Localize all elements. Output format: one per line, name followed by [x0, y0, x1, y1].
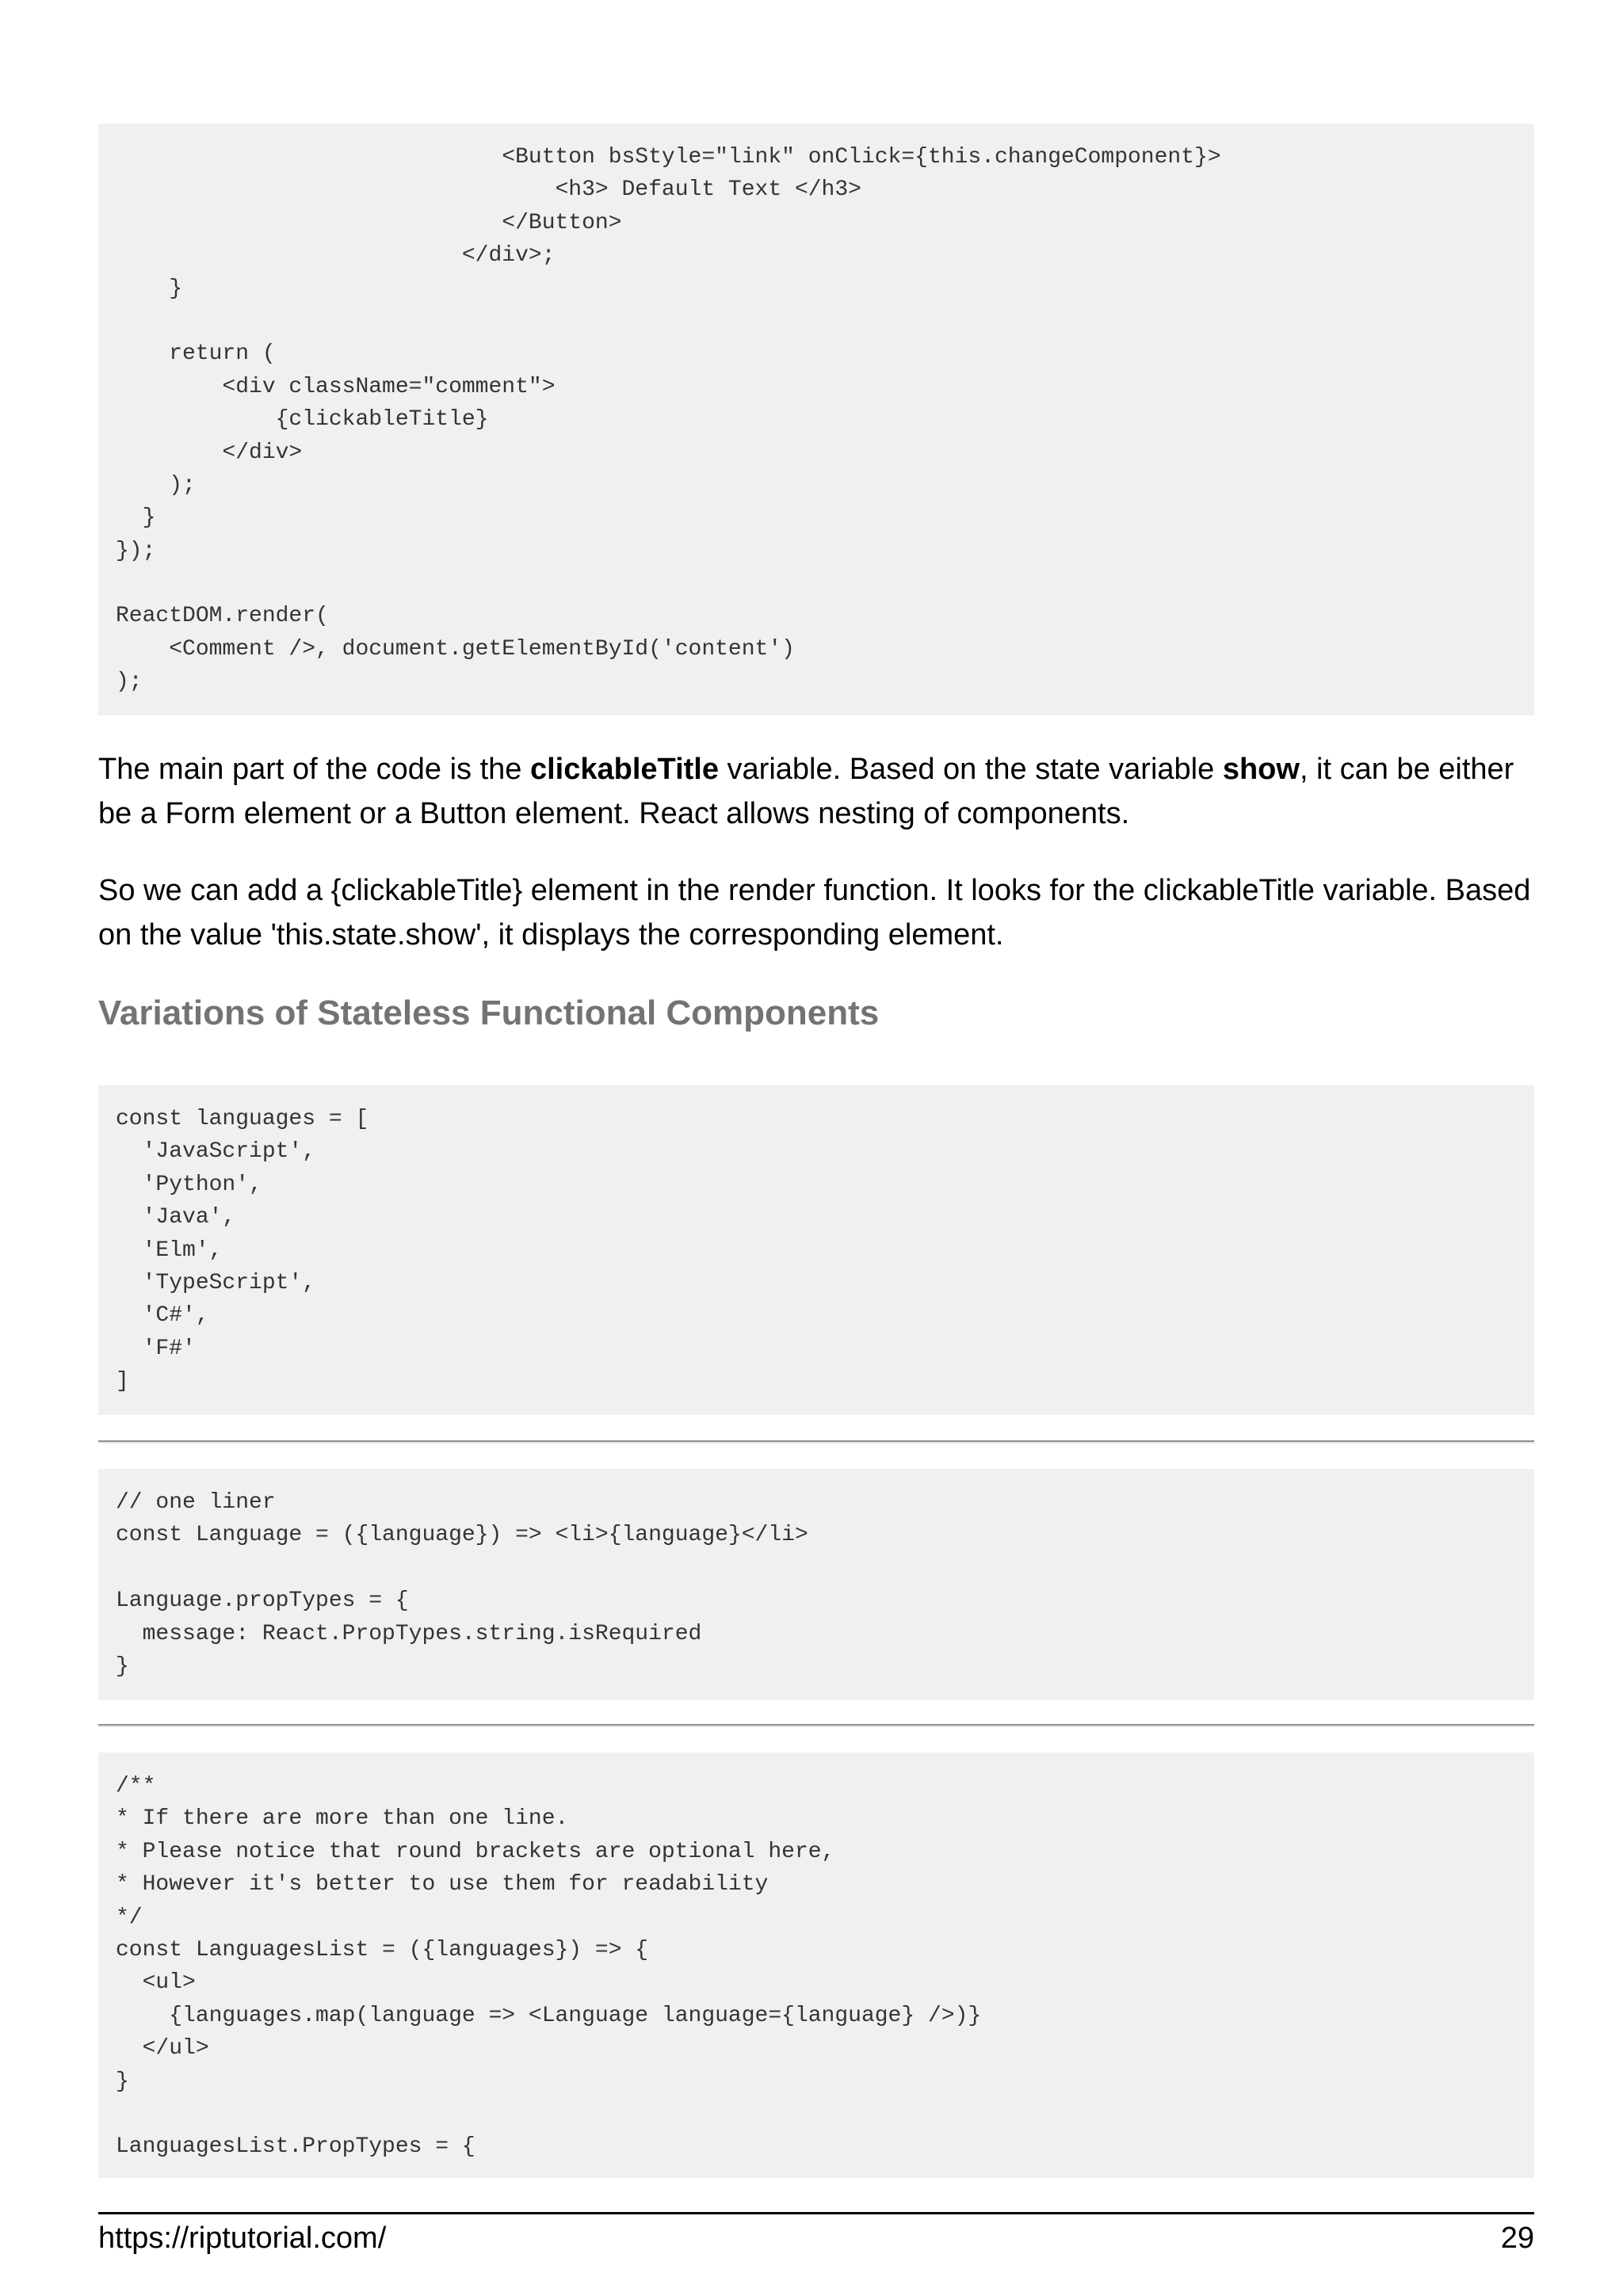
code-line: <div className="comment">: [116, 374, 556, 399]
code-line: <h3> Default Text </h3>: [116, 177, 861, 203]
section-heading: Variations of Stateless Functional Components: [98, 994, 880, 1032]
code-line: </div>: [116, 440, 303, 465]
code-line: }: [116, 1653, 129, 1679]
code-line: * Please notice that round brackets are optional here,: [116, 1839, 835, 1864]
code-line: </div>;: [116, 243, 556, 269]
code-line: </ul>: [116, 2036, 209, 2061]
code-line: 'Java',: [116, 1205, 236, 1230]
code-line: 'F#': [116, 1336, 196, 1361]
code-line: 'JavaScript',: [116, 1139, 316, 1165]
code-line: * However it's better to use them for readability: [116, 1872, 769, 1897]
code-line: );: [116, 472, 196, 498]
code-line: 'Elm',: [116, 1238, 223, 1263]
code-line: [116, 2098, 1517, 2130]
code-line: [116, 567, 1517, 600]
code-line: 'Python',: [116, 1172, 262, 1197]
code-line: [116, 305, 1517, 338]
code-line: <Comment />, document.getElementById('content'): [116, 636, 795, 662]
paragraph-text: The main part of the code is the: [98, 753, 530, 786]
page-number: 29: [1500, 2222, 1534, 2255]
code-line: // one liner: [116, 1490, 276, 1515]
code-line: <Button bsStyle="link" onClick={this.changeComponent}>: [116, 145, 1221, 170]
code-line: const LanguagesList = ({languages}) => {: [116, 1937, 649, 1962]
code-line: [116, 1552, 1517, 1585]
divider: [98, 1440, 1534, 1444]
code-line: LanguagesList.PropTypes = {: [116, 2134, 475, 2160]
code-line: </Button>: [116, 210, 622, 235]
divider: [98, 1724, 1534, 1727]
code-block-languages-list: [98, 1753, 1534, 2178]
code-line: ReactDOM.render(: [116, 604, 329, 629]
code-line: );: [116, 669, 143, 695]
code-block-render: [98, 124, 1534, 715]
footer-rule: [98, 2212, 1534, 2214]
code-line: }: [116, 505, 156, 531]
code-line: ]: [116, 1369, 129, 1394]
code-line: {languages.map(language => <Language language={language} />)}: [116, 2003, 982, 2028]
code-block-language-component: [98, 1469, 1534, 1700]
code-line: {clickableTitle}: [116, 407, 489, 433]
paragraph-text: , it can be either be a Form element or a Button element. React allows nesting of components.: [98, 753, 1514, 830]
code-line: */: [116, 1905, 143, 1930]
code-line: 'C#',: [116, 1303, 209, 1329]
code-line: }: [116, 2069, 129, 2094]
code-line: * If there are more than one line.: [116, 1806, 569, 1832]
footer-url[interactable]: https://riptutorial.com/: [98, 2222, 387, 2255]
code-line: /**: [116, 1774, 156, 1798]
code-block-languages: [98, 1085, 1534, 1415]
code-line: const Language = ({language}) => <li>{language}</li>: [116, 1523, 808, 1548]
paragraph-clickable-title: [98, 747, 1534, 836]
bold-term-show: show: [1222, 753, 1300, 786]
paragraph-render-function: So we can add a {clickableTitle} element in the render function. It looks for the clickableTitle variable. Based on the value 'this.state.show', it displays the corresponding element.: [98, 874, 1531, 952]
code-line: const languages = [: [116, 1107, 369, 1131]
code-line: }: [116, 276, 183, 301]
code-line: return (: [116, 341, 276, 367]
paragraph-text: variable. Based on the state variable: [718, 753, 1223, 786]
code-line: <ul>: [116, 1970, 196, 1996]
bold-term-clickable-title: clickableTitle: [529, 753, 719, 786]
code-line: 'TypeScript',: [116, 1270, 316, 1295]
code-line: });: [116, 538, 156, 563]
code-line: message: React.PropTypes.string.isRequired: [116, 1621, 702, 1646]
code-line: Language.propTypes = {: [116, 1589, 409, 1614]
